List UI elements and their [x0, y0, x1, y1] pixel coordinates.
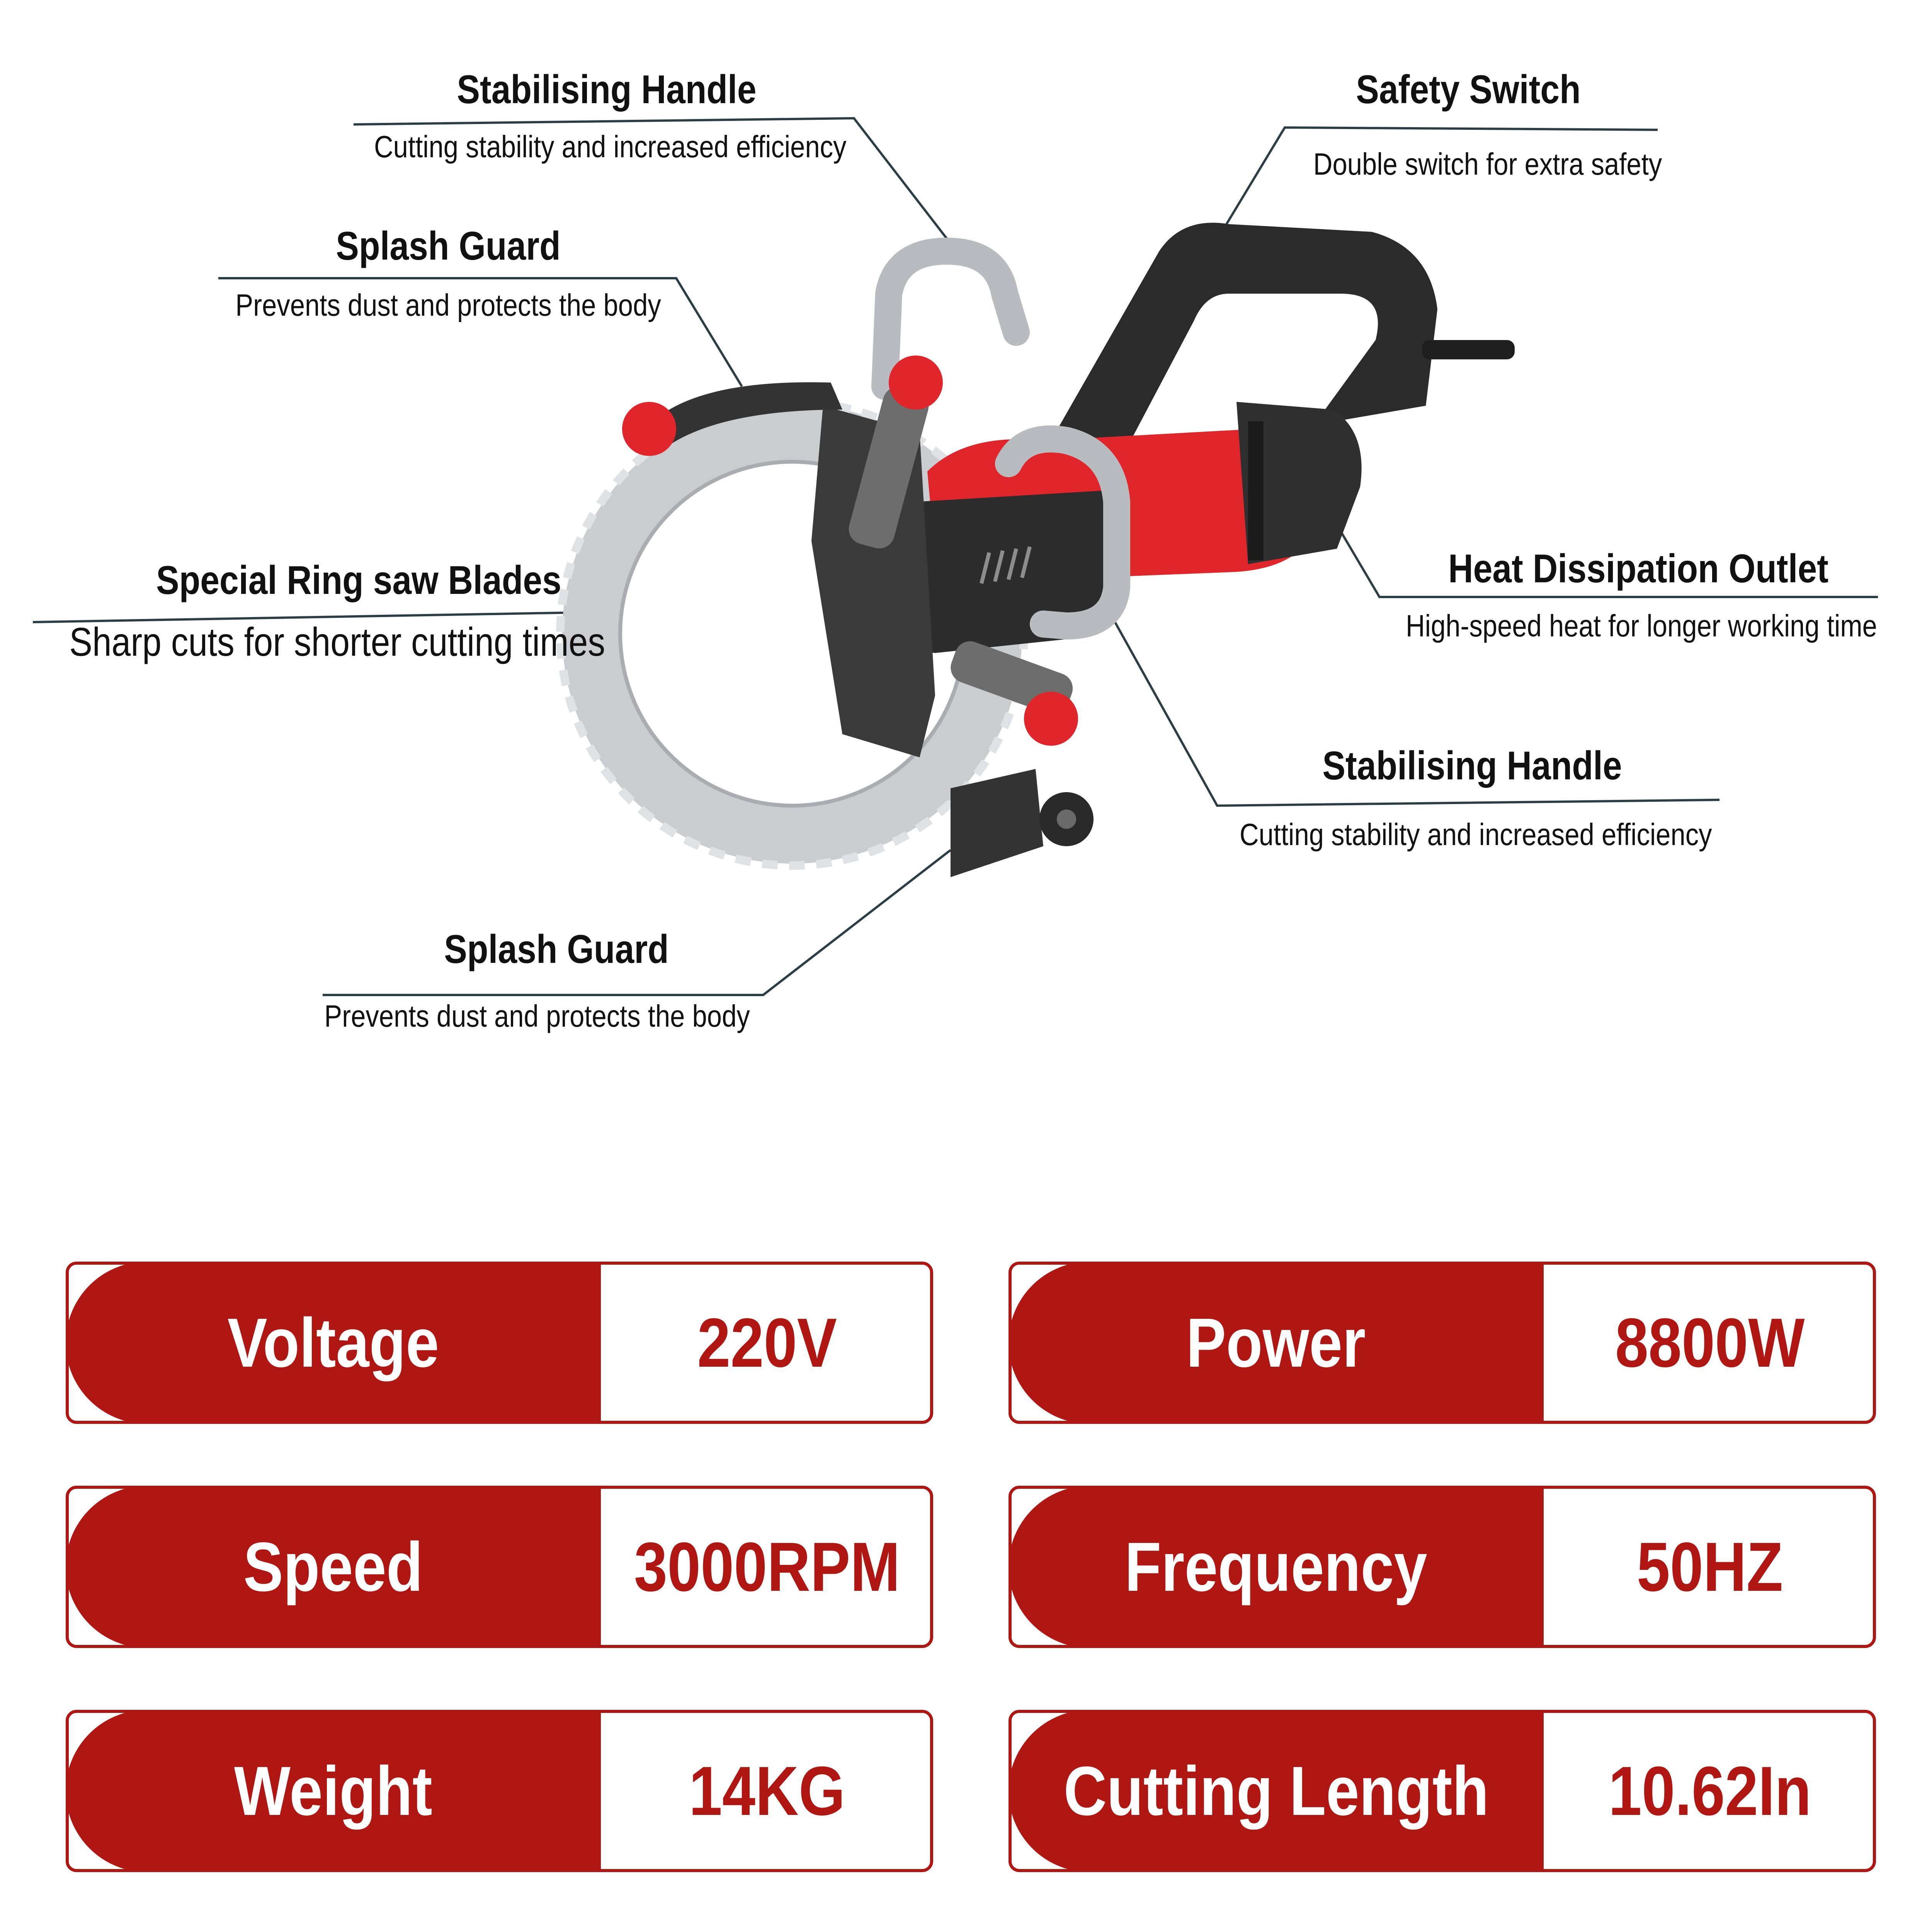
- callout-desc: Double switch for extra safety: [1313, 147, 1662, 181]
- power-cord: [1422, 340, 1515, 359]
- spec-value: 10.62In: [1608, 1752, 1811, 1830]
- callout-title: Stabilising Handle: [1322, 743, 1622, 788]
- spec-value: 8800W: [1615, 1304, 1805, 1382]
- callout-title: Splash Guard: [336, 224, 561, 269]
- callout-title: Heat Dissipation Outlet: [1448, 546, 1828, 591]
- callout-title: Splash Guard: [444, 927, 669, 972]
- callout-desc: Sharp cuts for shorter cutting times: [69, 620, 605, 665]
- callout-desc: Prevents dust and protects the body: [324, 999, 750, 1033]
- callout-desc: Cutting stability and increased efficiency: [374, 129, 847, 164]
- spec-label: Speed: [66, 1486, 601, 1648]
- spec-value: 3000RPM: [634, 1528, 900, 1606]
- callout-title: Special Ring saw Blades: [156, 558, 561, 603]
- spec-frequency: [1009, 1486, 1876, 1648]
- callout-desc: Cutting stability and increased efficiency: [1240, 817, 1712, 852]
- spec-value: 220V: [697, 1304, 837, 1382]
- spec-label: Voltage: [66, 1262, 601, 1424]
- callout-desc: Prevents dust and protects the body: [235, 288, 661, 322]
- spec-value: 50HZ: [1636, 1528, 1783, 1606]
- spec-speed: [66, 1486, 933, 1648]
- spec-weight: [66, 1710, 933, 1872]
- spec-cutting-length: [1009, 1710, 1876, 1872]
- spec-label: Frequency: [1009, 1486, 1544, 1648]
- spec-power: [1009, 1262, 1876, 1424]
- spec-label: Cutting Length: [1009, 1710, 1544, 1872]
- motor-body: [900, 402, 1362, 653]
- callout-title: Safety Switch: [1356, 67, 1581, 112]
- callout-desc: High-speed heat for longer working time: [1406, 609, 1877, 643]
- bottom-splash-guard: [951, 769, 1094, 877]
- spec-label: Power: [1009, 1262, 1544, 1424]
- callout-title: Stabilising Handle: [457, 67, 757, 112]
- spec-label: Weight: [66, 1710, 601, 1872]
- spec-value: 14KG: [689, 1752, 845, 1830]
- spec-voltage: [66, 1262, 933, 1424]
